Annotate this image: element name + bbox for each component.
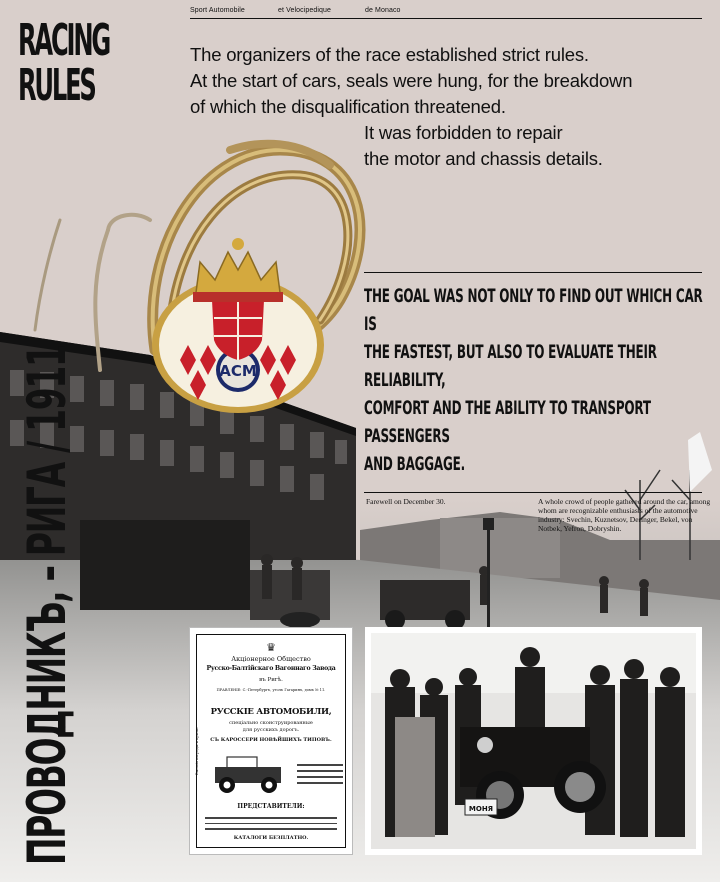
caption-farewell: Farewell on December 30. (366, 497, 446, 506)
intro-line: It was forbidden to repair (364, 122, 563, 143)
poster-line: СЪ КАРОССЕРИ НОВѢЙШИХЪ ТИПОВЪ. (210, 737, 332, 743)
caption-rule (364, 492, 702, 493)
header-tag-velocipedique: et Velocipedique (278, 7, 331, 14)
caption-crowd-line: whom are recognizable enthusiasts of the automotive (538, 506, 698, 515)
goal-line: COMFORT AND THE ABILITY TO TRANSPORT PASSENGERS (364, 397, 651, 447)
poster-address-block (297, 760, 343, 800)
poster-eagle-icon: ♛ (266, 641, 276, 654)
caption-crowd-line: Notbek, Yefron, Dobryshin. (538, 524, 622, 533)
goal-line: THE GOAL WAS NOT ONLY TO FIND OUT WHICH CAR IS (364, 285, 703, 335)
goal-line: AND BAGGAGE. (364, 453, 465, 475)
caption-crowd-line: industry: Svechin, Kuznetsov, Deringer, Bekel, von (538, 515, 693, 524)
caption-crowd-line: A whole crowd of people gathered around the car, among (538, 497, 711, 506)
poster-line: въ Ригѣ. (259, 677, 283, 683)
poster-side-note: Высшія награды и призы. (195, 727, 199, 775)
poster-line: Акціонерное Общество (231, 655, 311, 663)
intro-line: the motor and chassis details. (364, 148, 603, 169)
poster-line: РУССКІЕ АВТОМОБИЛИ, (210, 707, 332, 717)
goal-statement (364, 282, 704, 478)
emblem-letters: ACM (219, 362, 257, 380)
group-photo-image (365, 627, 702, 855)
header-tag-sport-automobile: Sport Automobile (190, 7, 245, 14)
caption-crowd (538, 497, 713, 533)
poster-car-illustration (209, 753, 289, 797)
header-tag-monaco: de Monaco (365, 7, 401, 14)
vertical-title: ПРОВОДНИКЪ, – РИГА / 1911 (17, 345, 78, 866)
poster-line: для русскихъ дорогъ. (242, 727, 300, 733)
section-rule (364, 272, 702, 273)
goal-line: THE FASTEST, BUT ALSO TO EVALUATE THEIR RELIABILITY, (364, 341, 657, 391)
poster-line: ПРАВЛЕНІЕ: С.-Петербургъ, уголъ Гагаринъ, домъ № 11. (216, 688, 326, 692)
poster-line: Русско-Балтійскаго Вагоннаго Завода (206, 665, 336, 672)
page-title-line-1: RACING (18, 15, 110, 66)
page-title-line-2: RULES (18, 60, 95, 111)
group-photo (365, 627, 702, 855)
intro-line: At the start of cars, seals were hung, for the breakdown (190, 70, 633, 91)
intro-line: of which the disqualification threatened. (190, 96, 506, 117)
poster-line: ПРЕДСТАВИТЕЛИ: (237, 803, 305, 810)
poster-line: спеціально сконструированные (229, 720, 313, 726)
poster-frame (196, 634, 346, 848)
advertisement-poster (190, 628, 352, 854)
poster-representatives (205, 813, 337, 834)
poster-line: КАТАЛОГИ БЕЗПЛАТНО. (233, 835, 309, 841)
intro-line: The organizers of the race established strict rules. (190, 44, 589, 65)
license-plate: МОНЯ (468, 805, 494, 813)
